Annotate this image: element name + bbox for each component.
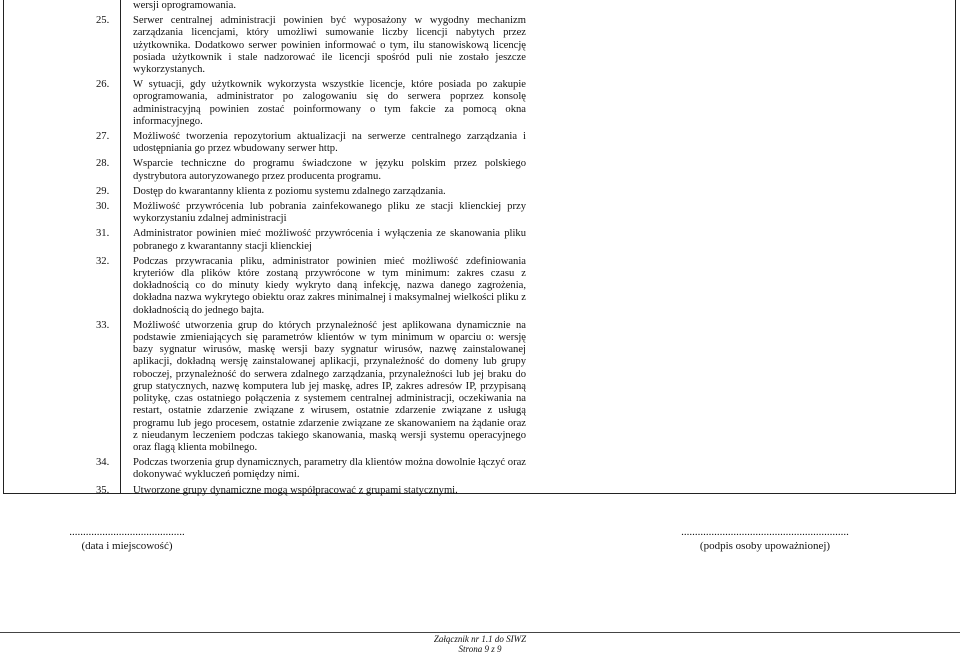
list-item — [96, 256, 526, 317]
item-number: 34. — [96, 457, 110, 469]
list-item — [96, 485, 526, 497]
item-text: Możliwość utworzenia grup do których przynależność jest aplikowana dynamicznie na podstawie zmieniających się parametrów klientów w tym minimum w oparciu o: wersję bazy sygnatur wirusów, maskę wersji bazy sygnatur wirusów, nazwę zainstalowanej aplikacji, dokładną wersję zainstalowanej aplikacji, przynależność do domeny lub grupy roboczej, przynależność do serwera zdalnego zarządzania, przynależności lub jej braku do grup statycznych, nazwę komputera lub jej maskę, adres IP, zakres adresów IP, przypisaną politykę, czas ostatniego połączenia z systemem centralnej administracji, oczekiwania na restart, ostatnie zdarzenie związane z wirusem, ostatnie zdarzenie związane z usługą programu lub jego procesem, ostatnie zdarzenie związane ze skanowaniem na żądanie oraz z nieudanym leczeniem podczas takiego skanowania, maską wersji systemu operacyjnego oraz flagą klienta mobilnego. — [133, 319, 526, 453]
item-number: 35. — [96, 484, 110, 496]
item-number: 28. — [96, 158, 110, 170]
item-text: W sytuacji, gdy użytkownik wykorzysta wszystkie licencje, które posiada po zakupie oprogramowania, administrator po zalogowaniu się do serwera poprzez konsolę administracyjną powinien zostać poinformowany o tym fakcie za pomocą okna informacyjnego. — [133, 79, 526, 127]
list-item — [96, 457, 526, 481]
requirements-list — [96, 0, 526, 497]
item-number: 27. — [96, 131, 110, 143]
date-dots: .......................................... — [69, 526, 185, 538]
item-number: 29. — [96, 185, 110, 197]
signature-dots: ............................................................. — [681, 526, 849, 538]
item-number: 26. — [96, 79, 110, 91]
item-text: Możliwość tworzenia repozytorium aktualizacji na serwerze centralnego zarządzania i udostępniania go przez wbudowany serwer http. — [133, 131, 526, 155]
authorized-signature — [648, 525, 882, 553]
footer-page-number: Strona 9 z 9 — [458, 644, 502, 654]
page-footer — [0, 634, 960, 654]
item-text: Podczas tworzenia grup dynamicznych, parametry dla klientów można dowolnie łączyć oraz dokonywać wykluczeń pomiędzy nimi. — [133, 457, 526, 481]
footer-divider — [0, 632, 960, 633]
item-text: Dostęp do kwarantanny klienta z poziomu systemu zdalnego zarządzania. — [133, 185, 446, 197]
item-text: Wsparcie techniczne do programu świadczone w języku polskim przez polskiego dystrybutora autoryzowanego przez producenta programu. — [133, 158, 526, 182]
list-item — [96, 158, 526, 182]
item-number: 31. — [96, 228, 110, 240]
item-text: Podczas przywracania pliku, administrator powinien mieć możliwość zdefiniowania kryteriów dla plików które zostaną przywrócone w tym minimum: zakres czasu z dokładnością co do minuty kiedy wykryto daną infekcję, nazwa danego zagrożenia, dokładna nazwa wykrytego obiektu oraz zakres minimalnej i maksymalnej wielkości pliku z dokładnością do jednego bajta. — [133, 255, 526, 316]
footer-attachment: Załącznik nr 1.1 do SIWZ — [433, 634, 527, 644]
list-item — [96, 15, 526, 76]
list-item — [96, 131, 526, 155]
intro-text: wersji oprogramowania. — [133, 0, 236, 11]
signature-label: (podpis osoby upoważnionej) — [699, 540, 831, 552]
item-number: 25. — [96, 15, 110, 27]
list-item — [96, 79, 526, 128]
list-item — [96, 320, 526, 454]
date-place-label: (data i miejscowość) — [81, 540, 173, 552]
item-number: 30. — [96, 201, 110, 213]
item-text: Administrator powinien mieć możliwość przywrócenia i wyłączenia ze skanowania pliku pobranego z kwarantanny stacji klienckiej — [133, 228, 526, 252]
list-item — [96, 201, 526, 225]
item-text: Możliwość przywrócenia lub pobrania zainfekowanego pliku ze stacji klienckiej przy wykorzystaniu zdalnej administracji — [133, 201, 526, 225]
date-place-signature — [44, 525, 210, 553]
item-number: 33. — [96, 319, 110, 331]
list-item — [96, 228, 526, 252]
item-number: 32. — [96, 255, 110, 267]
item-text: Serwer centralnej administracji powinien być wyposażony w wygodny mechanizm zarządzania licencjami, który umożliwi sumowanie liczby licencji nabytych przez użytkownika. Dodatkowo serwer powinien informować o tym, ilu stanowiskową licencję posiada użytkownik i stale nadzorować ile licencji spośród puli nie zostało jeszcze wykorzystanych. — [133, 15, 526, 76]
list-item — [96, 186, 526, 198]
item-text: Utworzone grupy dynamiczne mogą współpracować z grupami statycznymi. — [133, 484, 458, 496]
